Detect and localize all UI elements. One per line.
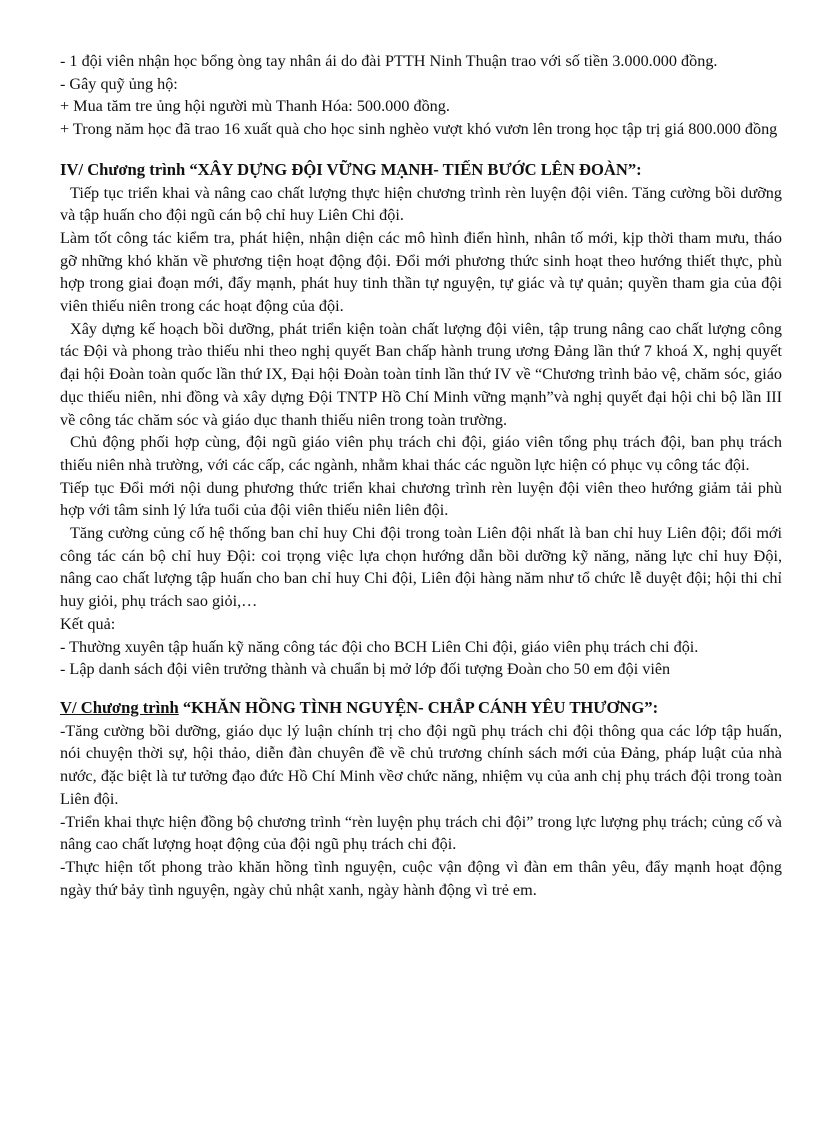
- document-page: [60, 50, 782, 901]
- section-spacer: [60, 141, 782, 159]
- section-heading: [60, 697, 782, 720]
- section-spacer: [60, 681, 782, 697]
- paragraph: Tiếp tục Đổi mới nội dung phương thức triển khai chương trình rèn luyện đội viên theo hướng giảm tải phù hợp với tâm sinh lý lứa tuổi của đội viên thiếu niên liên đội.: [60, 478, 782, 520]
- paragraph: + Mua tăm tre ủng hội người mù Thanh Hóa: 500.000 đồng.: [60, 97, 450, 116]
- heading-title: “KHĂN HỒNG TÌNH NGUYỆN- CHẮP CÁNH YÊU THƯƠNG”:: [178, 697, 659, 717]
- heading-label: V/ Chương trình: [60, 697, 179, 717]
- paragraph: Chủ động phối hợp cùng, đội ngũ giáo viên phụ trách chi đội, giáo viên tổng phụ trách đội, ban phụ trách thiếu niên nhà trường, với các cấp, các ngành, nhằm khai thác các nguồn lực hiện có phục vụ công tác đội.: [60, 433, 782, 474]
- section-iv: [60, 159, 782, 681]
- paragraph: Làm tốt công tác kiểm tra, phát hiện, nhận diện các mô hình điển hình, nhân tố mới, kịp thời tham mưu, tháo gỡ những khó khăn về phương tiện hoạt động đội. Đổi mới phương thức sinh hoạt theo hướng thiết thực, phù hợp trong giai đoạn mới, đẩy mạnh, phát huy tinh thần tự nguyện, tự giác và tự quản; quyền tham gia của đội viên thiếu niên trong các hoạt động của đội.: [60, 228, 782, 316]
- paragraph: -Thực hiện tốt phong trào khăn hồng tình nguyện, cuộc vận động vì đàn em thân yêu, đẩy mạnh hoạt động ngày thứ bảy tình nguyện, ngày chủ nhật xanh, ngày hành động vì trẻ em.: [60, 857, 782, 899]
- paragraph: Xây dựng kế hoạch bồi dưỡng, phát triển kiện toàn chất lượng đội viên, tập trung nâng cao chất lượng công tác Đội và phong trào thiếu nhi theo nghị quyết Ban chấp hành trung ương Đảng lần thứ 7 khoá X, nghị quyết đại hội Đoàn toàn quốc lần thứ IX, Đại hội Đoàn toàn tỉnh lần thứ IV về “Chương trình bảo vệ, chăm sóc, giáo dục thiếu niên, nhi đồng và xây dựng Đội TNTP Hồ Chí Minh vững mạnh”và nghị quyết đại hội chi bộ lần III về công tác chăm sóc và giáo dục thanh thiếu niên trong toàn trường.: [60, 319, 782, 429]
- paragraph: + Trong năm học đã trao 16 xuất quà cho học sinh nghèo vượt khó vươn lên trong học tập trị giá 800.000 đồng: [60, 120, 778, 139]
- paragraph: - 1 đội viên nhận học bổng òng tay nhân ái do đài PTTH Ninh Thuận trao với số tiền 3.000.000 đồng.: [60, 52, 718, 70]
- paragraph: - Gây quỹ ủng hộ:: [60, 74, 178, 93]
- paragraph: Tiếp tục triển khai và nâng cao chất lượng thực hiện chương trình rèn luyện đội viên. Tăng cường bồi dưỡng và tập huấn cho đội ngũ cán bộ chỉ huy Liên Chi đội.: [60, 183, 782, 225]
- paragraph: -Triển khai thực hiện đồng bộ chương trình “rèn luyện phụ trách chi đội” trong lực lượng phụ trách; củng cố và nâng cao chất lượng hoạt động của đội ngũ phụ trách chi đội.: [60, 812, 782, 854]
- list-item: - Lập danh sách đội viên trưởng thành và chuẩn bị mở lớp đối tượng Đoàn cho 50 em đội viên: [60, 660, 671, 679]
- results-label: Kết quả:: [60, 614, 116, 633]
- list-item: - Thường xuyên tập huấn kỹ năng công tác đội cho BCH Liên Chi đội, giáo viên phụ trách chi đội.: [60, 637, 699, 656]
- paragraph: -Tăng cường bồi dưỡng, giáo dục lý luận chính trị cho đội ngũ phụ trách chi đội thông qua các lớp tập huấn, nói chuyện thời sự, hội thảo, diễn đàn chuyên đề về chủ trương chính sách mới của Đảng, pháp luật của nhà nước, đặc biệt là tư tưởng đạo đức Hồ Chí Minh vềơ chức năng, nhiệm vụ của anh chị phụ trách đội trong toàn Liên đội.: [60, 721, 782, 808]
- paragraph: Tăng cường củng cố hệ thống ban chỉ huy Chi đội trong toàn Liên đội nhất là ban chỉ huy Liên đội; đổi mới công tác cán bộ chỉ huy Đội: coi trọng việc lựa chọn hướng dẫn bồi dưỡng kỹ năng, năng lực chỉ huy Đội, nâng cao chất lượng tập huấn cho ban chỉ huy Chi đội, Liên đội hàng năm như tổ chức lễ duyệt đội; hội thi chỉ huy giỏi, phụ trách sao giỏi,…: [60, 524, 782, 611]
- top-section: [60, 50, 782, 141]
- section-v: [60, 697, 782, 901]
- section-heading: IV/ Chương trình “XÂY DỰNG ĐỘI VỮNG MẠNH- TIẾN BƯỚC LÊN ĐOÀN”:: [60, 159, 642, 179]
